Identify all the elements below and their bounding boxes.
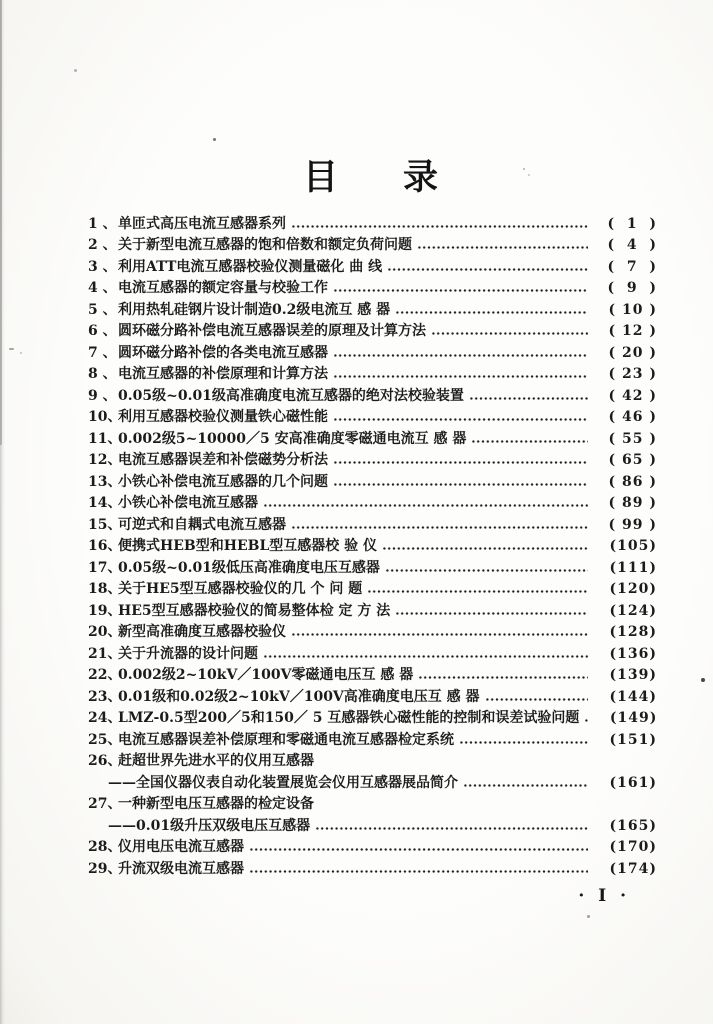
entry-page-number: ( 12 ) [608, 323, 657, 339]
entry-title: 关于升流器的设计问题 [118, 645, 258, 662]
toc-entry-row [88, 470, 657, 492]
toc-entry-row [88, 664, 657, 686]
scan-speck [528, 174, 530, 176]
entry-number: 19、 [88, 602, 122, 619]
scan-speck [213, 138, 216, 141]
entry-title: 利用互感器校验仪测量铁心磁性能 [118, 409, 328, 425]
entry-page-number: (128) [609, 624, 657, 640]
entry-page-number: ( 4 ) [607, 237, 657, 253]
toc-entry-row [88, 599, 657, 621]
entry-page-number: ( 42 ) [608, 387, 657, 404]
entry-number: 5 、 [88, 301, 117, 318]
entry-page-number: ( 89 ) [608, 495, 657, 511]
dot-leader [418, 676, 588, 679]
entry-number: 15、 [88, 516, 122, 533]
toc-entry-row [88, 771, 657, 793]
entry-number: 12、 [88, 452, 122, 468]
entry-page-number: ( 86 ) [608, 473, 657, 490]
dot-leader [315, 827, 588, 830]
dot-leader [417, 246, 588, 249]
entry-title: ——全国仪器仪表自动化装置展览会仪用互感器展品简介 [108, 774, 458, 791]
dot-leader [333, 289, 588, 292]
entry-title: 小铁心补偿电流互感器 [118, 495, 258, 511]
entry-page-number: (174) [609, 860, 657, 877]
toc-entry-row [88, 449, 657, 471]
entry-number: 4 、 [88, 280, 117, 296]
entry-number: 25、 [88, 731, 122, 748]
entry-title: ——0.01级升压双级电压互感器 [108, 817, 311, 834]
entry-title: 关于新型电流互感器的饱和倍数和额定负荷问题 [118, 237, 412, 253]
page-title: 目录 [303, 157, 504, 198]
entry-title: 升流双级电流互感器 [118, 860, 244, 877]
entry-page-number: (136) [609, 645, 657, 662]
entry-title: 赶超世界先进水平的仪用互感器 [118, 753, 314, 769]
entry-number: 22、 [88, 667, 122, 683]
dot-leader [333, 375, 588, 378]
toc-entry-row [88, 320, 657, 342]
entry-page-number: ( 46 ) [608, 409, 657, 425]
entry-page-number: (139) [609, 667, 657, 683]
entry-title: 电流互感器的补偿原理和计算方法 [118, 366, 328, 382]
dot-leader [291, 526, 588, 529]
entry-number: 10、 [88, 409, 122, 425]
entry-title: 关于HE5型互感器校验仪的几 个 问 题 [118, 581, 363, 597]
dot-leader [333, 461, 588, 464]
entry-number: 2 、 [88, 237, 117, 253]
dot-leader [249, 870, 588, 873]
entry-page-number: (144) [609, 688, 657, 705]
toc-entry-row [88, 642, 657, 664]
entry-number: 14、 [88, 495, 122, 511]
toc-entry-row [88, 621, 657, 643]
dot-leader [385, 569, 588, 572]
entry-title: LMZ-0.5型200／5和150／ 5 互感器铁心磁性能的控制和误差试验问题 [118, 710, 580, 726]
entry-number: 24、 [88, 710, 122, 726]
toc-entry-row [88, 341, 657, 363]
toc-entry-row [88, 384, 657, 406]
dot-leader [584, 719, 588, 722]
entry-title: 0.05级~0.01级高准确度电流互感器的绝对法校验装置 [118, 387, 464, 404]
entry-number: 23、 [88, 688, 122, 705]
entry-number: 6 、 [88, 323, 117, 339]
entry-page-number: (170) [609, 839, 657, 855]
toc-entry-row [88, 857, 657, 879]
scan-speck [523, 168, 525, 170]
entry-number: 26、 [88, 753, 122, 769]
scan-speck [74, 69, 77, 72]
entry-page-number: (161) [609, 774, 657, 791]
dot-leader [367, 590, 588, 593]
entry-number: 18、 [88, 581, 122, 597]
entry-title: 单匝式高压电流互感器系列 [118, 215, 286, 232]
entry-title: 可逆式和自耦式电流互感器 [118, 516, 286, 533]
dot-leader [333, 418, 588, 421]
dot-leader [387, 268, 588, 271]
toc-entry-row [88, 277, 657, 299]
dot-leader [485, 698, 588, 701]
toc-entry-row [88, 535, 657, 557]
dot-leader [459, 741, 588, 744]
entry-page-number: ( 9 ) [607, 280, 657, 296]
toc-entry-row [88, 836, 657, 858]
dot-leader [395, 612, 588, 615]
toc-entry-row [88, 492, 657, 514]
scan-speck [587, 915, 590, 918]
scan-speck [9, 348, 14, 350]
entry-number: 3 、 [88, 258, 117, 275]
toc-list [88, 212, 657, 879]
entry-title: 一种新型电压互感器的检定设备 [118, 796, 314, 812]
toc-entry-row [88, 234, 657, 256]
toc-entry-row [88, 212, 657, 234]
page-number-footer: · I · [578, 886, 630, 906]
dot-leader [395, 311, 588, 314]
toc-entry-row [88, 793, 657, 815]
toc-entry-row [88, 685, 657, 707]
toc-entry-row [88, 728, 657, 750]
dot-leader [291, 633, 588, 636]
entry-number: 17、 [88, 559, 122, 576]
entry-page-number: ( 7 ) [607, 258, 657, 275]
toc-entry-row [88, 406, 657, 428]
scan-speck [701, 678, 705, 682]
entry-page-number: ( 55 ) [608, 430, 657, 447]
entry-title: 圆环磁分路补偿的各类电流互感器 [118, 344, 328, 361]
scan-speck [20, 352, 22, 354]
entry-title: HE5型互感器校验仪的简易整体检 定 方 法 [118, 602, 391, 619]
toc-entry-row [88, 578, 657, 600]
entry-page-number: (124) [609, 602, 657, 619]
entry-title: 仪用电压电流互感器 [118, 839, 244, 855]
entry-title: 0.05级~0.01级低压高准确度电压互感器 [118, 559, 380, 576]
toc-entry-row [88, 298, 657, 320]
toc-entry-row [88, 255, 657, 277]
entry-number: 27、 [88, 796, 122, 812]
entry-title: 电流互感器误差和补偿磁势分析法 [118, 452, 328, 468]
toc-entry-row [88, 513, 657, 535]
entry-number: 13、 [88, 473, 122, 490]
entry-number: 28、 [88, 839, 122, 855]
entry-title: 电流互感器的额定容量与校验工作 [118, 280, 328, 296]
scan-edge-line [0, 0, 2, 445]
entry-page-number: (111) [609, 559, 657, 576]
dot-leader [249, 848, 588, 851]
dot-leader [333, 483, 588, 486]
dot-leader [471, 440, 588, 443]
entry-number: 20、 [88, 624, 122, 640]
dot-leader [469, 397, 588, 400]
dot-leader [431, 332, 588, 335]
toc-entry-row [88, 363, 657, 385]
toc-entry-row [88, 750, 657, 772]
toc-entry-row [88, 556, 657, 578]
entry-page-number: (105) [609, 538, 657, 554]
entry-title: 0.002级2~10kV／100V零磁通电压互 感 器 [118, 667, 414, 683]
dot-leader [463, 784, 588, 787]
entry-page-number: ( 23 ) [608, 366, 657, 382]
entry-page-number: ( 65 ) [608, 452, 657, 468]
entry-title: 利用热轧硅钢片设计制造0.2级电流互 感 器 [118, 301, 391, 318]
entry-number: 16、 [88, 538, 122, 554]
entry-number: 29、 [88, 860, 122, 877]
toc-entry-row [88, 707, 657, 729]
entry-number: 1 、 [88, 215, 117, 232]
entry-number: 21、 [88, 645, 122, 662]
entry-page-number: ( 99 ) [608, 516, 657, 533]
entry-page-number: ( 10 ) [608, 301, 657, 318]
dot-leader [333, 354, 588, 357]
dot-leader [263, 655, 588, 658]
entry-title: 新型高准确度互感器校验仪 [118, 624, 286, 640]
entry-title: 利用ATT电流互感器校验仪测量磁化 曲 线 [118, 258, 383, 275]
entry-number: 8 、 [88, 366, 117, 382]
entry-page-number: (120) [609, 581, 657, 597]
toc-entry-row [88, 427, 657, 449]
entry-number: 7 、 [88, 344, 117, 361]
entry-number: 11、 [88, 430, 122, 447]
entry-title: 0.002级5~10000／5 安高准确度零磁通电流互 感 器 [118, 430, 467, 447]
entry-page-number: (165) [609, 817, 657, 834]
toc-entry-row [88, 814, 657, 836]
dot-leader [263, 504, 588, 507]
dot-leader [382, 547, 588, 550]
entry-title: 电流互感器误差补偿原理和零磁通电流互感器检定系统 [118, 731, 454, 748]
entry-title: 圆环磁分路补偿电流互感器误差的原理及计算方法 [118, 323, 426, 339]
entry-page-number: (151) [609, 731, 657, 748]
entry-page-number: ( 1 ) [607, 215, 657, 232]
dot-leader [291, 225, 588, 228]
entry-title: 0.01级和0.02级2~10kV／100V高准确度电压互 感 器 [118, 688, 480, 705]
entry-page-number: ( 20 ) [608, 344, 657, 361]
entry-page-number: (149) [609, 710, 658, 726]
entry-title: 小铁心补偿电流互感器的几个问题 [118, 473, 328, 490]
entry-number: 9 、 [88, 387, 117, 404]
entry-title: 便携式HEB型和HEBL型互感器校 验 仪 [118, 538, 378, 554]
